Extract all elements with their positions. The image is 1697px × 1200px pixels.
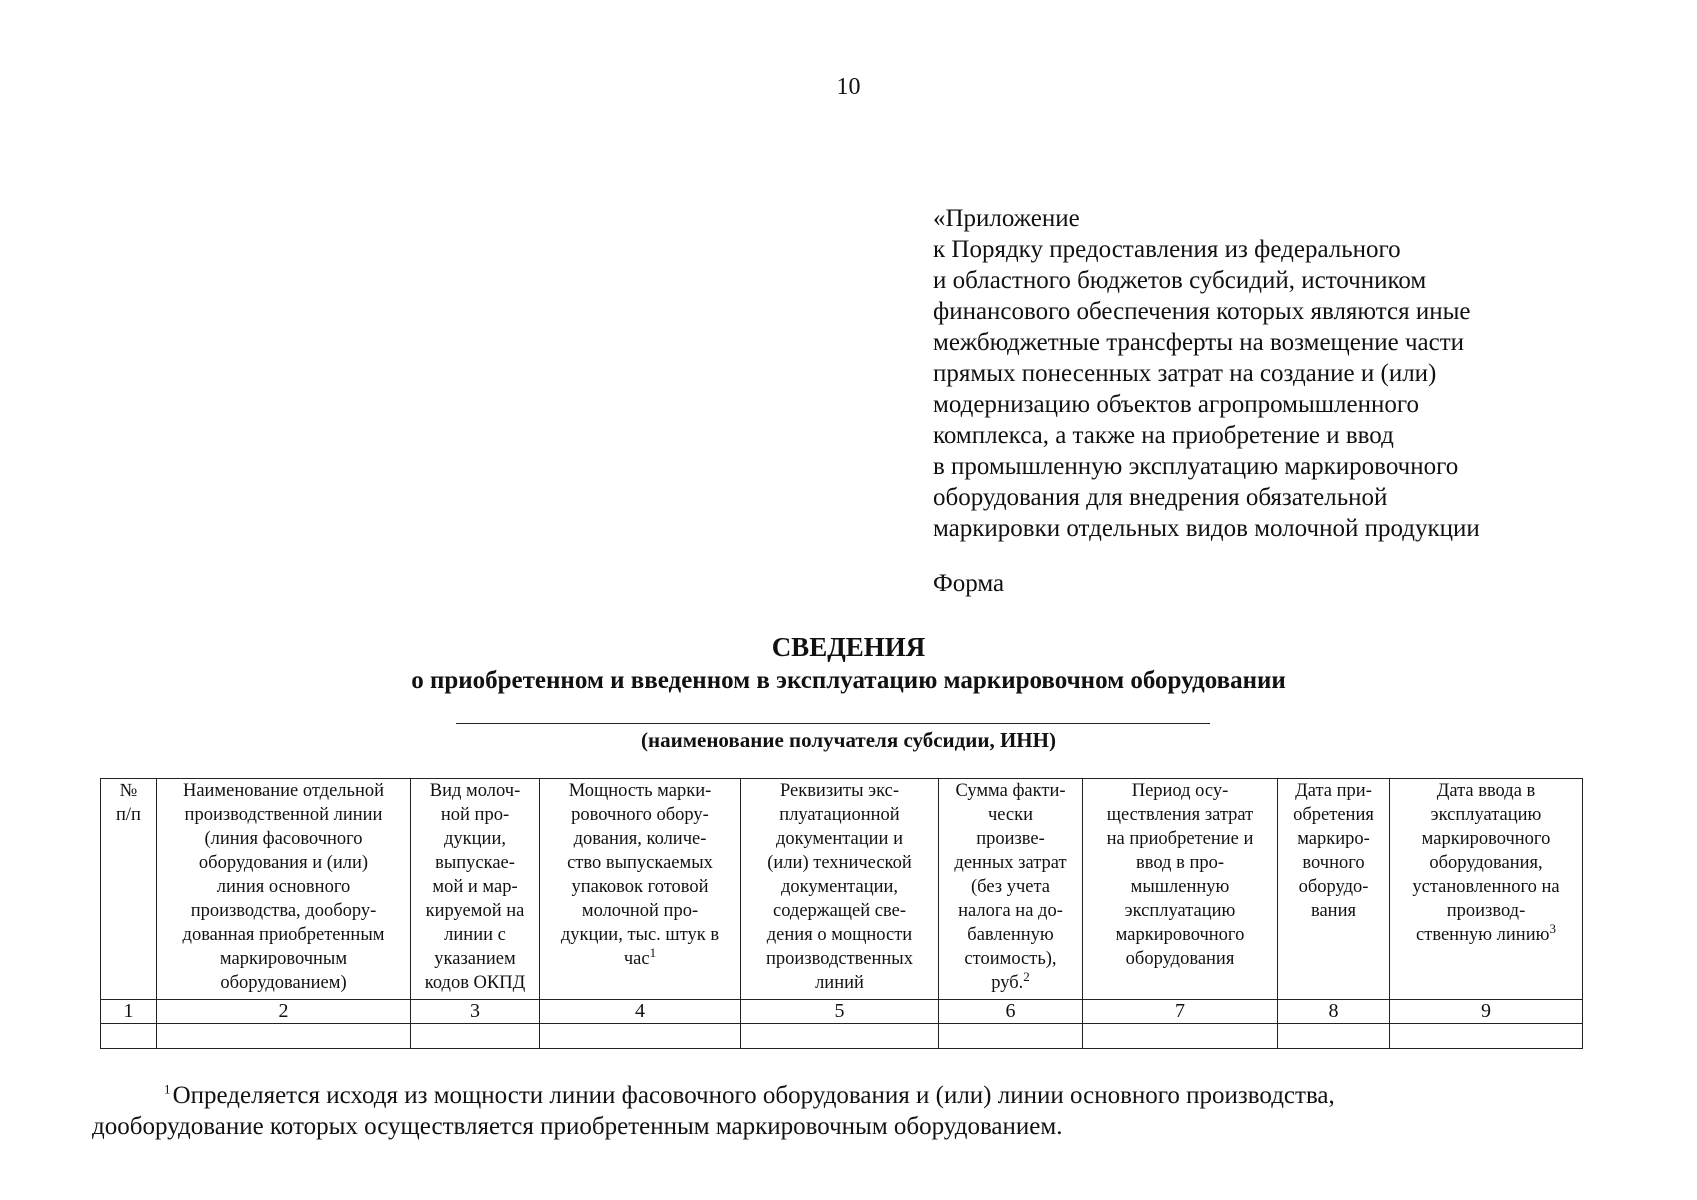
- appendix-line: к Порядку предоставления из федерального: [933, 236, 1401, 263]
- footnote-ref: 2: [1023, 968, 1030, 984]
- footnote-ref: 1: [649, 944, 657, 960]
- column-number-row: [101, 1000, 1583, 1024]
- col-header-purchase-date: Дата при- обретения маркиро- вочного оборудо- вания: [1278, 779, 1390, 1000]
- column-number: 5: [741, 1000, 939, 1024]
- appendix-line: в промышленную эксплуатацию маркировочного: [933, 453, 1459, 480]
- appendix-line: «Приложение: [933, 205, 1080, 232]
- footnote-marker: 1: [164, 1081, 171, 1097]
- col-header-product-type: Вид молоч- ной про- дукции, выпускае- мой и мар- кируемой на линии с указанием кодов ОКПД: [411, 779, 540, 1000]
- column-number: 7: [1083, 1000, 1278, 1024]
- col-header-number: № п/п: [101, 779, 157, 1000]
- column-number: 2: [157, 1000, 411, 1024]
- column-number: 4: [540, 1000, 741, 1024]
- table-row-empty: [101, 1024, 1583, 1049]
- col-header-cost: Сумма факти- чески произве- денных затрат (без учета налога на до- бавленную стоимость), руб.$^2$: [939, 779, 1083, 1000]
- page-number: 10: [836, 74, 861, 100]
- column-number: 6: [939, 1000, 1083, 1024]
- appendix-line: маркировки отдельных видов молочной продукции: [933, 515, 1480, 542]
- form-label: Форма: [933, 570, 1005, 597]
- table-cell: [411, 1024, 540, 1049]
- table-cell: [939, 1024, 1083, 1049]
- appendix-line: комплекса, а также на приобретение и ввод: [933, 422, 1394, 449]
- col-header-period: Период осу- ществления затрат на приобретение и ввод в про- мышленную эксплуатацию маркировочного оборудования: [1083, 779, 1278, 1000]
- appendix-line: финансового обеспечения которых являются иные: [933, 298, 1471, 325]
- document-subtitle: о приобретенном и введенном в эксплуатацию маркировочном оборудовании: [411, 667, 1286, 694]
- table-cell: [1083, 1024, 1278, 1049]
- column-number: 3: [411, 1000, 540, 1024]
- table-cell: [157, 1024, 411, 1049]
- recipient-caption: (наименование получателя субсидии, ИНН): [641, 728, 1056, 752]
- footnote-text-line2: дооборудование которых осуществляется приобретенным маркировочным оборудованием.: [92, 1113, 1063, 1140]
- table-cell: [1390, 1024, 1583, 1049]
- footnote-text-line1: Определяется исходя из мощности линии фасовочного оборудования и (или) линии основного производства,: [172, 1082, 1335, 1109]
- table-cell: [101, 1024, 157, 1049]
- column-number: 1: [101, 1000, 157, 1024]
- col-header-line-name: Наименование отдельной производственной линии (линия фасовочного оборудования и (или) линия основного производства, дообору- дованная приобретенным маркировочным оборудованием): [157, 779, 411, 1000]
- document-title: СВЕДЕНИЯ: [771, 632, 926, 662]
- appendix-line: модернизацию объектов агропромышленного: [933, 391, 1419, 418]
- appendix-line: и областного бюджетов субсидий, источником: [933, 267, 1427, 294]
- column-number: 9: [1390, 1000, 1583, 1024]
- footnote: [92, 1080, 1582, 1142]
- col-header-documentation: Реквизиты экс- плуатационной документации и (или) технической документации, содержащей све- дения о мощности производственных линий: [741, 779, 939, 1000]
- column-number: 8: [1278, 1000, 1390, 1024]
- equipment-table: [100, 778, 1583, 1049]
- col-header-commission-date: Дата ввода в эксплуатацию маркировочного оборудования, установленного на производ- ственную линию$^3$: [1390, 779, 1583, 1000]
- table-cell: [540, 1024, 741, 1049]
- col-header-capacity: Мощность марки- ровочного обору- дования, количе- ство выпускаемых упаковок готовой молочной про- дукции, тыс. штук в час$^1$: [540, 779, 741, 1000]
- appendix-line: прямых понесенных затрат на создание и (или): [933, 360, 1437, 387]
- recipient-fill-line: [456, 723, 1210, 724]
- appendix-block: [933, 203, 1480, 544]
- table-cell: [1278, 1024, 1390, 1049]
- footnote-ref: 3: [1549, 920, 1556, 936]
- table-header-row: [101, 779, 1583, 1000]
- appendix-line: оборудования для внедрения обязательной: [933, 484, 1388, 511]
- appendix-line: межбюджетные трансферты на возмещение части: [933, 329, 1465, 356]
- table-cell: [741, 1024, 939, 1049]
